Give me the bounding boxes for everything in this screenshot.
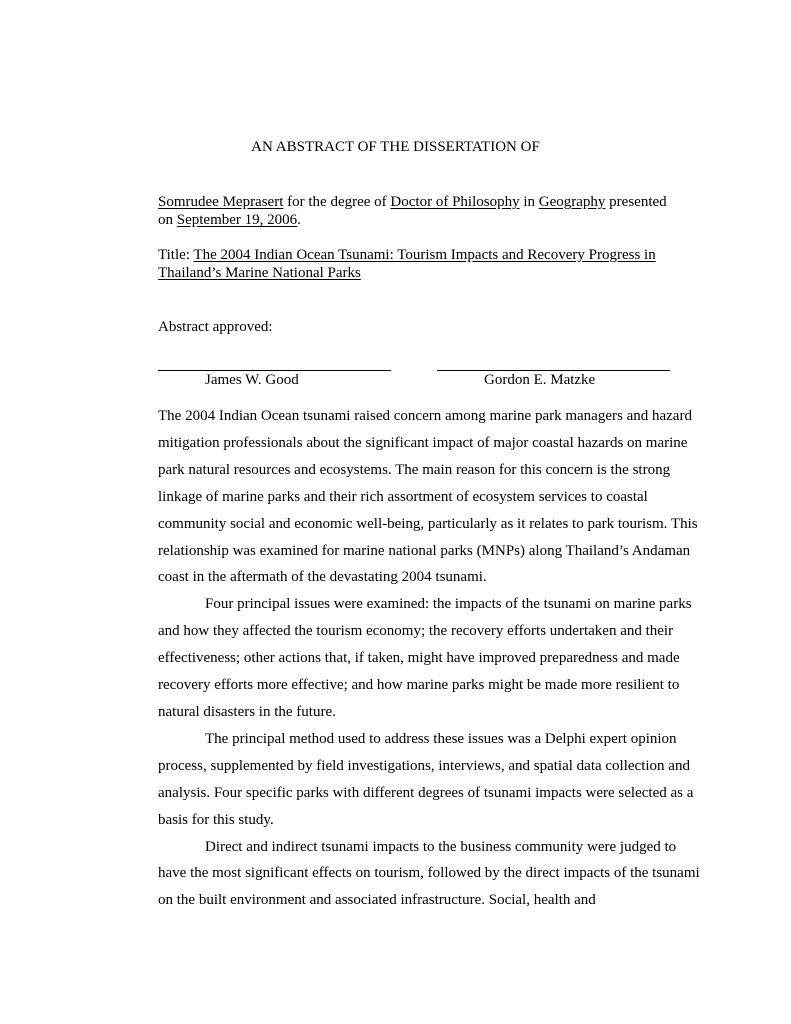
title-label: Title: <box>158 247 194 263</box>
presentation-date: September 19, 2006 <box>176 212 298 228</box>
abstract-body <box>158 403 703 914</box>
signature-name-2: Gordon E. Matzke <box>484 372 596 388</box>
field-name: Geography <box>538 194 606 210</box>
author-name: Somrudee Meprasert <box>158 194 284 210</box>
signature-line-1 <box>158 370 391 371</box>
dissertation-title <box>158 246 698 282</box>
abstract-approved-label: Abstract approved: <box>158 319 273 335</box>
title-line-1: The 2004 Indian Ocean Tsunami: Tourism Impacts and Recovery Progress in <box>193 247 656 263</box>
degree-name: Doctor of Philosophy <box>390 194 520 210</box>
title-line-2: Thailand’s Marine National Parks <box>158 265 361 281</box>
paragraph-4: Direct and indirect tsunami impacts to the business community were judged to have the most significant effects on tourism, followed by the direct impacts of the tsunami on the built environment and associated infrastructure. Social, health and <box>158 838 700 909</box>
signature-name-1: James W. Good <box>205 372 299 388</box>
paragraph-2: Four principal issues were examined: the impacts of the tsunami on marine parks and how they affected the tourism economy; the recovery efforts undertaken and their effectiveness; other actions that, if taken, might have improved preparedness and made recovery efforts more effective; and how marine parks might be made more resilient to natural disasters in the future. <box>158 596 692 720</box>
paragraph-3: The principal method used to address these issues was a Delphi expert opinion process, supplemented by field investigations, interviews, and spatial data collection and analysis. Four specific parks with different degrees of tsunami impacts were selected as a basis for this study. <box>158 730 694 828</box>
paragraph-1: The 2004 Indian Ocean tsunami raised concern among marine park managers and hazard mitigation professionals about the significant impact of major coastal hazards on marine park natural resources and ecosystems. The main reason for this concern is the strong linkage of marine parks and their rich assortment of ecosystem services to coastal community social and economic well-being, particularly as it relates to park tourism. This relationship was examined for marine national parks (MNPs) along Thailand’s Andaman coast in the aftermath of the devastating 2004 tsunami. <box>158 408 698 586</box>
abstract-heading: AN ABSTRACT OF THE DISSERTATION OF <box>251 139 540 155</box>
author-degree-statement: Somrudee Meprasert for the degree of Doctor of Philosophy in Geography presented on September 19, 2006. <box>158 194 667 228</box>
signature-line-2 <box>437 370 670 371</box>
